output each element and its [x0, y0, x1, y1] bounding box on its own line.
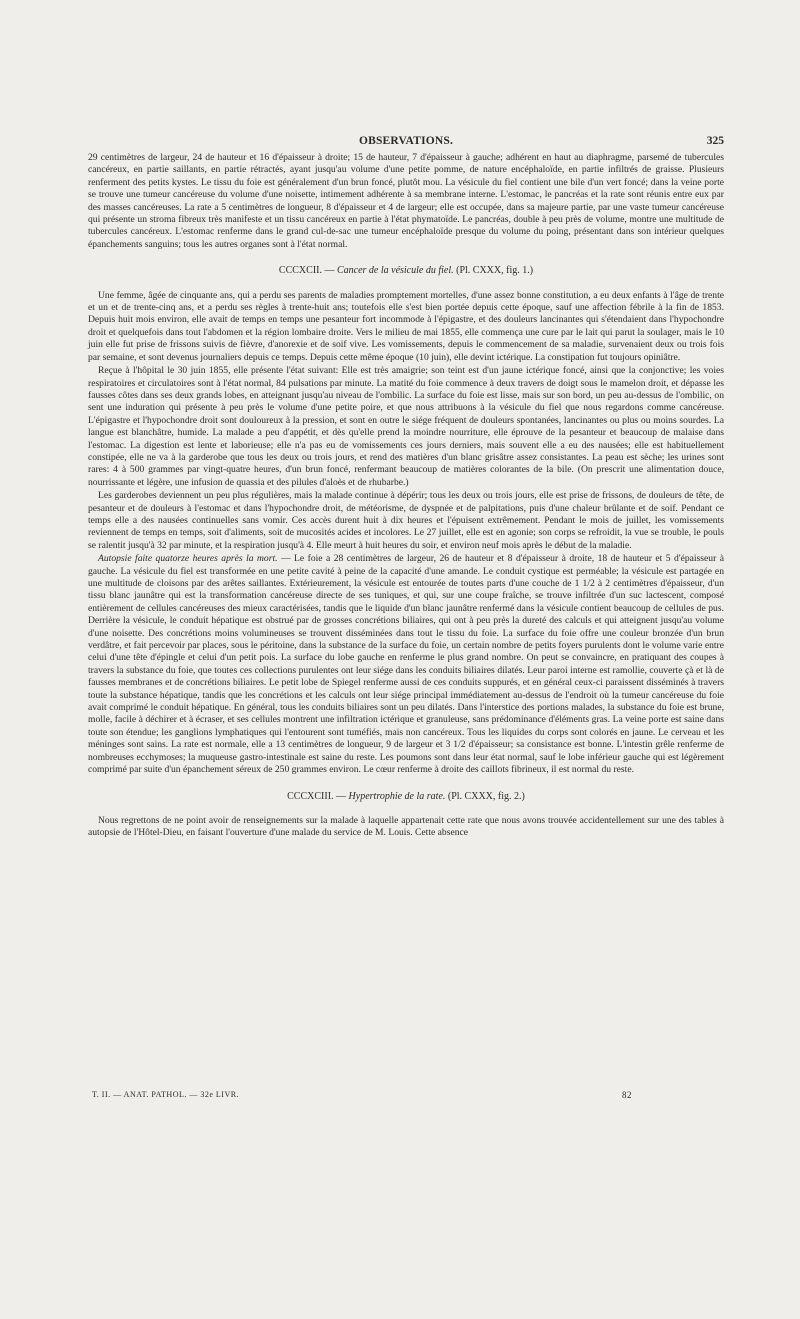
paragraph-continued: 29 centimètres de largeur, 24 de hauteur et 16 d'épaisseur à droite; 15 de hauteur, 7 d'épaisseur à gauche; adhérent en haut au diaphragme, parsemé de tubercules cancéreux, en partie saillants, en partie rétractés, ayant jusqu'au volume d'une petite pomme, de nature encéphaloïde, en partie infiltrés de graisse. Plusieurs renferment des petits kystes. Le tissu du foie est généralement d'un brun foncé, plutôt mou. La vésicule du fiel contient une bile d'un vert foncé; dans la veine porte se trouve une tumeur cancéreuse du volume d'une noisette, intimement adhérente à sa membrane interne. L'estomac, le pancréas et la rate sont réunis entre eux par des masses cancéreuses. La rate a 5 centimètres de longueur, 8 d'épaisseur et 4 de largeur; elle est occupée, dans sa majeure partie, par une vaste tumeur cancéreuse qui présente un stroma fibreux très manifeste et un tissu cancéreux en partie à l'état phymatoïde. Le pancréas, double à peu près de volume, montre une multitude de tubercules cancéreux. L'estomac renferme dans le grand cul-de-sac une tumeur encéphaloïde presque du volume du poing, présentant dans son intérieur quelques épanchements sanguins; tous les autres organes sont à l'état normal.: [88, 152, 724, 250]
section-number: CCCXCII. —: [278, 265, 335, 277]
signature-number: 82: [622, 1090, 632, 1100]
signature-line: T. II. — ANAT. PATHOL. — 32e LIVR.: [92, 1090, 240, 1099]
paragraph: Une femme, âgée de cinquante ans, qui a perdu ses parents de maladies promptement mortelles, d'une assez bonne constitution, a eu deux enfants à l'âge de trente et un et de trente-cinq ans, et a perdu ses règles à trente-huit ans; toutefois elle s'est bien portée depuis cette époque, sauf une affection fébrile à la fin de 1853. Depuis huit mois environ, elle avait de temps en temps une pesanteur fort incommode à l'épigastre, et des douleurs lancinantes qui s'étendaient dans l'hypochondre droit et quelquefois dans tout l'abdomen et la région lombaire droite. Vers le milieu de mai 1855, elle commença une cure par le lait qui parut la soulager, mais le 10 juin elle fut prise de frissons suivis de fièvre, d'anorexie et de soif vive. Les vomissements, depuis le commencement de sa maladie, survenaient deux ou trois fois par semaine, et sont devenus journaliers depuis ce temps. Depuis cette même époque (10 juin), elle devint ictérique. La constipation fut toujours opiniâtre.: [88, 289, 724, 363]
paragraph: Reçue à l'hôpital le 30 juin 1855, elle présente l'état suivant: Elle est très amaigrie; son teint est d'un jaune ictérique foncé, ainsi que la conjonctive; les voies respiratoires et circulatoires sont à l'état normal, 84 pulsations par minute. La matité du foie commence à deux travers de doigt sous le mamelon droit, et dépasse les fausses côtes dans ses deux grands lobes, en atteignant jusqu'au niveau de l'ombilic. La surface du foie est lisse, mais sur son bord, un peu au-dessus de l'ombilic, on sent une induration qui présente à peu près le volume d'une petite poire, et que nous attribuons à la vésicule du fiel que nous regardons comme cancéreuse. L'épigastre et l'hypochondre droit sont douloureux à la pression, et sont en outre le siége fréquent de douleurs spontanées, lancinantes ou plus ou moins sourdes. La langue est blanchâtre, humide. La malade a peu d'appétit, et dès qu'elle prend la moindre nourriture, elle éprouve de la pesanteur et beaucoup de malaise dans l'estomac. La digestion est lente et laborieuse; elle n'a pas eu de vomissements ces jours derniers, mais souvent elle a eu des nausées; elle est habituellement constipée, elle ne va à la garderobe que tous les deux ou trois jours, et rend des matières d'un blanc grisâtre assez consistantes. La peau est sèche; les urines sont rares: 4 à 500 grammes par vingt-quatre heures, d'un brun foncé, renfermant beaucoup de matières colorantes de la bile. (On prescrit une alimentation douce, nourrissante et légère, une infusion de quassia et des pilules d'aloès et de rhubarbe.): [88, 365, 724, 488]
running-title: OBSERVATIONS.: [358, 135, 454, 147]
section-name: Hypertrophie de la rate.: [348, 790, 446, 802]
section-plate-ref: (Pl. CXXX, fig. 1.): [456, 265, 534, 277]
paragraph-autopsy: [88, 553, 724, 776]
section-number: CCCXCIII. —: [287, 790, 347, 802]
autopsy-lead: Autopsie faite quatorze heures après la mort.: [98, 553, 278, 565]
section-heading-hypertrophie-rate: [88, 791, 724, 803]
paragraph: Les garderobes deviennent un peu plus régulières, mais la malade continue à dépérir; tous les deux ou trois jours, elle est prise de frissons, de douleurs de tête, de pesanteur et de douleurs à l'estomac et dans l'hypochondre droit, de météorisme, de dyspnée et de palpitations, puis d'une chaleur brûlante et de soif. Pendant ce temps elle a des nausées continuelles sans vomir. Ces accès durent huit à dix heures et l'épuisent extrêmement. Pendant le mois de juillet, les vomissements reviennent de temps en temps, soit d'aliments, soit de mucosités acides et incolores. Le 27 juillet, elle est en agonie; son corps se refroidit, la vue se trouble, le pouls se ralentit jusqu'à 32 par minute, et la respiration jusqu'à 4. Elle meurt à huit heures du soir, et environ neuf mois après le début de la maladie.: [88, 490, 724, 551]
running-head: [88, 135, 724, 151]
paragraph: Nous regrettons de ne point avoir de renseignements sur la malade à laquelle appartenait cette rate que nous avons trouvée accidentellement sur une des tables à autopsie de l'Hôtel-Dieu, en faisant l'ouverture d'une malade du service de M. Louis. Cette absence: [88, 814, 724, 839]
section-heading-cancer-vesicule: [88, 265, 724, 277]
page-body: [88, 152, 724, 841]
autopsy-text: — Le foie a 28 centimètres de largeur, 26 de hauteur et 8 d'épaisseur à droite, 18 de hauteur et 5 d'épaisseur à gauche. La vésicule du fiel est transformée en une petite cavité à peine de la capacité d'une amande. Le conduit cystique est perméable; la vésicule est partagée en une multitude de cloisons par des arêtes saillantes. Extérieurement, la vésicule est entourée de toutes parts d'une couche de 1 1/2 à 2 centimètres d'épaisseur, d'un tissu blanc jaunâtre qui est la transformation cancéreuse directe de ses tuniques, et qui, sur une coupe fraîche, se trouve infiltrée d'un suc lactescent, composé entièrement de cellules cancéreuses des mieux caractérisées, tandis que le liquide d'un blanc jaunâtre renfermé dans la vésicule contient beaucoup de cellules de pus. Derrière la vésicule, le conduit hépatique est obstrué par de grosses concrétions biliaires, qui ont à peu près la dureté des calculs et qui atteignent jusqu'au volume d'une noisette. Des concrétions moins volumineuses se trouvent disséminées dans tout le tissu du foie. La surface du foie offre une couleur bronzée d'un brun verdâtre, et fait percevoir par places, sous le péritoine, dans la substance de la surface du foie, un certain nombre de petits foyers purulents dont le volume varie entre celui d'une tête d'épingle et celui d'un petit pois. La surface du lobe gauche en renferme le plus grand nombre. On peut se convaincre, en pratiquant des coupes à travers la substance du foie, que toutes ces collections purulentes ont leur siége dans les conduits biliaires dilatés. Leur paroi interne est ramollie, couverte çà et là de fausses membranes et de concrétions biliaires. Le petit lobe de Spiegel renferme aussi de ces conduits suppurés, et en général ceux-ci paraissent disséminés à travers toute la substance hépatique, tandis que les concrétions et les calculs ont leur siége principal immédiatement au-dessus de l'endroit où la tumeur cancéreuse du foie avait comprimé le conduit hépatique. En général, tous les conduits biliaires sont un peu dilatés. Dans l'interstice des portions malades, la substance du foie est brune, molle, facile à déchirer et à écraser, et ses cellules montrent une infiltration ictérique et granuleuse, sans prédominance d'éléments gras. La veine porte est saine dans toute son étendue; les ganglions lymphatiques qui l'entourent sont tuméfiés, mais non cancéreux. Tous les liquides du corps sont colorés en jaune. Le cerveau et les méninges sont sains. La rate est normale, elle a 13 centimètres de longueur, 9 de largeur et 3 1/2 d'épaisseur; sa consistance est bonne. L'intestin grêle renferme de nombreuses ecchymoses; la muqueuse gastro-intestinale est saine du reste. Les poumons sont dans leur état normal, sauf le lobe inférieur gauche qui est légèrement comprimé par suite d'un épanchement séreux de 250 grammes environ. Le cœur renferme à droite des caillots fibrineux, il est normal du reste.: [88, 553, 724, 776]
page-footer: [92, 1090, 632, 1102]
section-name: Cancer de la vésicule du fiel.: [336, 265, 454, 277]
section-plate-ref: (Pl. CXXX, fig. 2.): [447, 790, 525, 802]
page-number: 325: [706, 135, 724, 147]
